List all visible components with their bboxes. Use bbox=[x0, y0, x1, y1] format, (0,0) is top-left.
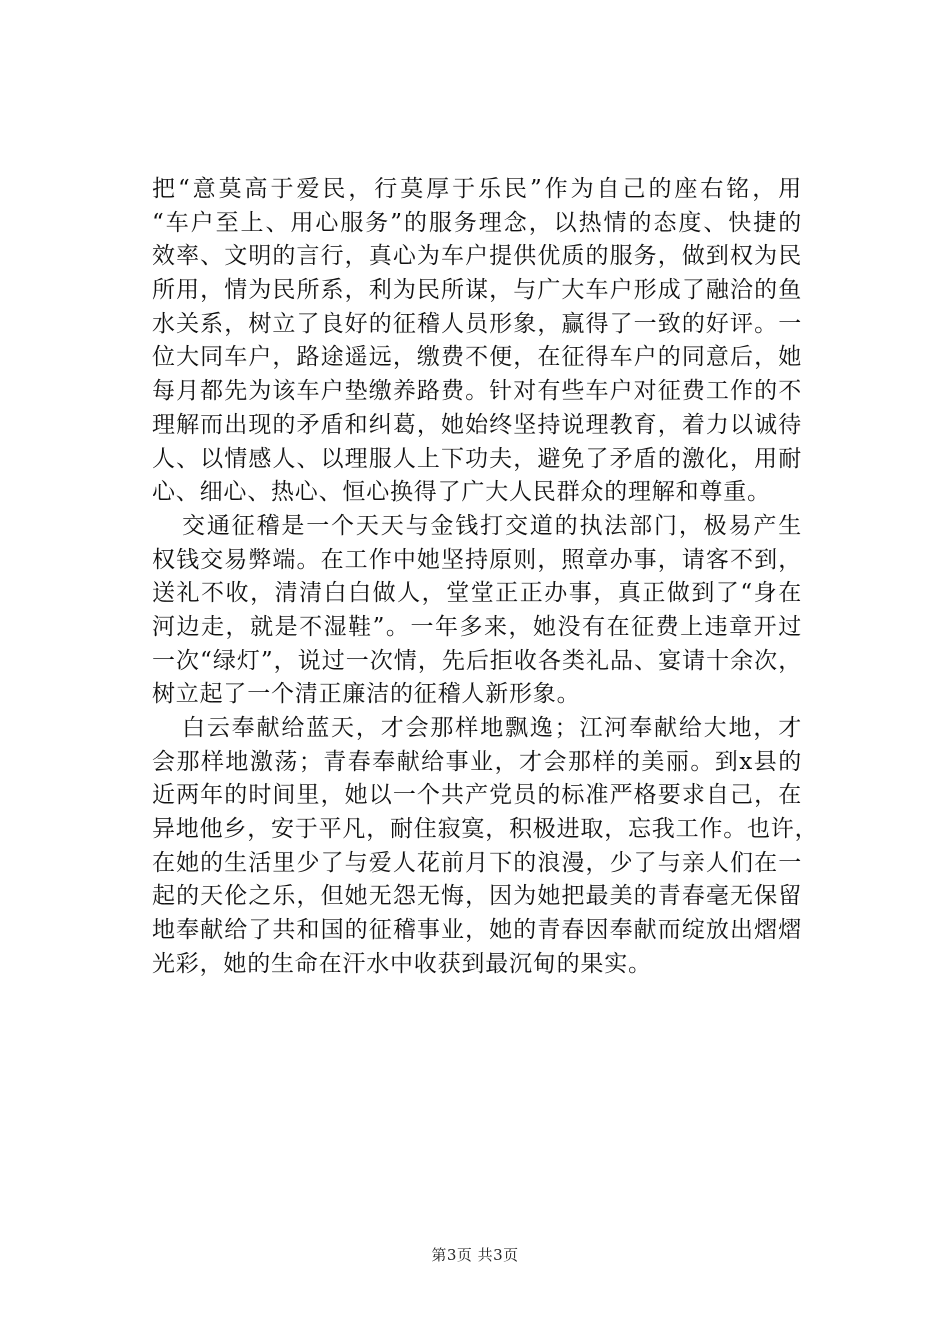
text-line: 河边走，就是不湿鞋”。一年多来，她没有在征费上违章开过 bbox=[152, 613, 802, 640]
text-line: 在她的生活里少了与爱人花前月下的浪漫，少了与亲人们在一 bbox=[152, 849, 802, 876]
text-line: 位大同车户，路途遥远，缴费不便，在征得车户的同意后，她 bbox=[152, 344, 802, 371]
text-line: 一次“绿灯”，说过一次情，先后拒收各类礼品、宴请十余次， bbox=[152, 647, 802, 674]
text-line: 光彩，她的生命在汗水中收获到最沉甸的果实。 bbox=[152, 950, 652, 977]
text-line: “车户至上、用心服务”的服务理念，以热情的态度、快捷的 bbox=[152, 209, 802, 236]
paragraph-2 bbox=[152, 510, 802, 712]
text-line: 近两年的时间里，她以一个共产党员的标准严格要求自己，在 bbox=[152, 782, 802, 809]
text-line: 树立起了一个清正廉洁的征稽人新形象。 bbox=[152, 681, 581, 708]
document-body bbox=[152, 173, 819, 982]
text-line: 白云奉献给蓝天，才会那样地飘逸；江河奉献给大地，才 bbox=[182, 715, 802, 741]
paragraph-3 bbox=[152, 712, 819, 982]
paragraph-1 bbox=[152, 173, 802, 510]
text-line: 地奉献给了共和国的征稽事业，她的青春因奉献而绽放出熠熠 bbox=[152, 917, 802, 944]
text-line: 起的天伦之乐，但她无怨无悔，因为她把最美的青春毫无保留 bbox=[152, 883, 802, 910]
text-line: 送礼不收，清清白白做人，堂堂正正办事，真正做到了“身在 bbox=[152, 580, 802, 607]
text-line: 理解而出现的矛盾和纠葛，她始终坚持说理教育，着力以诚待 bbox=[152, 411, 802, 438]
text-line: 把“意莫高于爱民，行莫厚于乐民”作为自己的座右铭，用 bbox=[152, 176, 802, 202]
page-number-footer: 第3页 共3页 bbox=[431, 1246, 519, 1264]
text-line: 心、细心、热心、恒心换得了广大人民群众的理解和尊重。 bbox=[152, 479, 771, 506]
text-line: 人、以情感人、以理服人上下功夫，避免了矛盾的激化，用耐 bbox=[152, 445, 802, 472]
text-line: 会那样地激荡；青春奉献给事业，才会那样的美丽。到x县的 bbox=[152, 748, 802, 775]
text-line: 所用，情为民所系，利为民所谋，与广大车户形成了融洽的鱼 bbox=[152, 277, 802, 304]
text-line: 每月都先为该车户垫缴养路费。针对有些车户对征费工作的不 bbox=[152, 378, 802, 405]
text-line: 异地他乡，安于平凡，耐住寂寞，积极进取，忘我工作。也许， bbox=[152, 816, 819, 843]
text-line: 权钱交易弊端。在工作中她坚持原则，照章办事，请客不到， bbox=[152, 546, 802, 573]
text-line: 水关系，树立了良好的征稽人员形象，赢得了一致的好评。一 bbox=[152, 310, 802, 337]
text-line: 效率、文明的言行，真心为车户提供优质的服务，做到权为民 bbox=[152, 243, 802, 270]
text-line: 交通征稽是一个天天与金钱打交道的执法部门，极易产生 bbox=[182, 512, 802, 539]
